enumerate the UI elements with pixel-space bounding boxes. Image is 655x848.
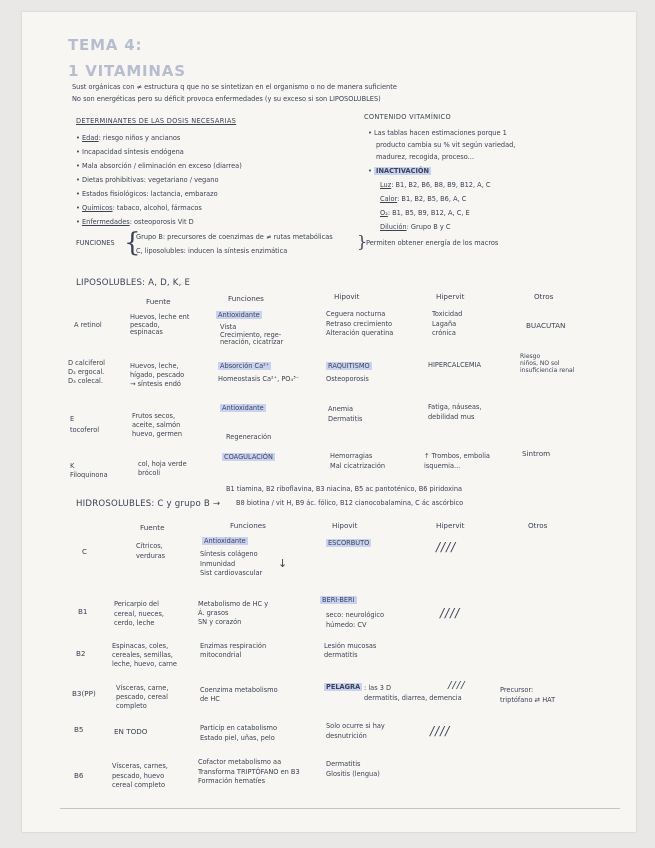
funciones-cell: Particip en catabolismo Estado piel, uñas, pelo	[200, 724, 277, 742]
fuente-cell: Cítricos, verduras	[136, 542, 166, 560]
hipervit-cell: ////	[448, 680, 466, 691]
hipovit-cell: Lesión mucosas dermatitis	[324, 642, 377, 660]
list-item-text: : riesgo niños y ancianos	[98, 134, 181, 142]
fuente-cell: Pericarpio del cereal, nueces, cerdo, leche	[114, 600, 164, 628]
hipovit-cell: Anemia Dermatitis	[328, 405, 363, 423]
tema-heading: TEMA 4:	[68, 36, 143, 54]
vitamin-name: A retinol	[74, 321, 102, 329]
liposolubles-heading: LIPOSOLUBLES: A, D, K, E	[76, 278, 191, 288]
highlight-text: ESCORBUTO	[328, 539, 370, 547]
list-item: • Mala absorción / eliminación en exceso (diarrea)	[76, 162, 242, 170]
list-item-text: Mala absorción / eliminación en exceso (diarrea)	[82, 162, 242, 170]
fuente-cell: Huevos, leche ent pescado, espinacas	[130, 313, 190, 337]
list-item: • Incapacidad síntesis endógena	[76, 148, 184, 156]
inactivacion-o2	[380, 210, 470, 218]
col-header: Otros	[534, 292, 554, 301]
list-item: • Edad: riesgo niños y ancianos	[76, 134, 181, 142]
fuente-cell: Vísceras, carnes, pescado, huevo cereal completo	[112, 762, 168, 790]
hipovit-cell: Dermatitis Glositis (lengua)	[326, 760, 380, 778]
grupo-b-line-2: B8 biotina / vit H, B9 ác. fólico, B12 cianocobalamina, C ác ascórbico	[236, 499, 464, 507]
highlight-text: Absorción Ca²⁺	[220, 362, 270, 370]
page-divider	[60, 808, 620, 809]
funciones-highlight	[218, 363, 271, 371]
intro-line-1: Sust orgánicas con ≠ estructura q que no se sintetizan en el organismo o no de manera suficiente	[72, 83, 397, 91]
dilucion-values: : Grupo B y C	[406, 223, 451, 231]
inactivacion-dilucion	[380, 224, 450, 232]
page-title: 1 VITAMINAS	[68, 62, 186, 80]
fuente-cell: Vísceras, carne, pescado, cereal completo	[116, 684, 169, 711]
contenido-line-1-text: Las tablas hacen estimaciones porque 1	[374, 129, 507, 137]
inactivacion-luz	[380, 182, 491, 190]
list-item-text: : osteoporosis Vit D	[129, 218, 194, 226]
hipovit-highlight	[326, 540, 371, 548]
determinantes-heading: DETERMINANTES DE LAS DOSIS NECESARIAS	[76, 117, 237, 125]
funciones-highlight	[216, 312, 262, 320]
luz-values: : B1, B2, B6, B8, B9, B12, A, C	[391, 181, 491, 189]
funciones-cell: Regeneración	[226, 433, 272, 441]
hipervit-cell: Toxicidad Lagaña crónica	[432, 310, 463, 338]
otros-cell: Precursor: triptófano ⇄ HAT	[500, 686, 556, 704]
funciones-line-2: C, liposolubles: inducen la síntesis enzimática	[136, 247, 288, 255]
funciones-cell: Coenzima metabolismo de HC	[200, 686, 278, 704]
hipervit-cell: ////	[430, 724, 451, 738]
hipervit-cell: HIPERCALCEMIA	[428, 361, 482, 369]
hipovit-cell: seco: neurológico húmedo: CV	[326, 611, 385, 629]
list-item: • Químicos: tabaco, alcohol, fármacos	[76, 204, 202, 212]
funciones-cell: Síntesis colágeno Inmunidad Sist cardiovascular	[200, 550, 263, 578]
o2-values: : B1, B5, B9, B12, A, C, E	[387, 209, 470, 217]
list-item-label: Químicos	[82, 204, 113, 212]
funciones-cell: Vista Crecimiento, rege- neración, cicatrizar	[220, 323, 284, 347]
highlight-text: RAQUITISMO	[328, 362, 370, 370]
col-header: Hipovit	[332, 521, 358, 530]
list-item-text: Incapacidad síntesis endógena	[82, 148, 184, 156]
funciones-cell: Enzimas respiración mitocondrial	[200, 642, 267, 660]
highlight-text: Antioxidante	[222, 404, 264, 412]
vitamin-name: C	[82, 547, 88, 556]
fuente-cell: Frutos secos, aceite, salmón huevo, germen	[132, 412, 183, 439]
list-item: • Enfermedades: osteoporosis Vit D	[76, 218, 194, 226]
grupo-b-line-1: B1 tiamina, B2 riboflavina, B3 niacina, B5 ac pantoténico, B6 piridoxina	[226, 485, 463, 493]
fuente-cell: Huevos, leche, hígado, pescado → síntesis endó	[130, 362, 185, 388]
col-header: Hipervit	[436, 292, 465, 301]
col-header: Hipervit	[436, 521, 465, 530]
contenido-heading: CONTENIDO VITAMÍNICO	[364, 113, 451, 121]
vitamin-name: K Filoquinona	[70, 462, 108, 480]
hipervit-cell: ////	[436, 540, 457, 554]
col-header: Fuente	[146, 297, 171, 306]
col-header: Fuente	[140, 523, 165, 532]
list-item-label: Edad	[82, 134, 99, 142]
fuente-cell: EN TODO	[114, 727, 148, 736]
vitamin-name: B3(PP)	[72, 689, 96, 698]
list-item: • Estados fisiológicos: lactancia, embarazo	[76, 190, 218, 198]
funciones-highlight	[202, 538, 248, 546]
list-item-text: Estados fisiológicos: lactancia, embarazo	[82, 190, 218, 198]
otros-cell: BUACUTAN	[526, 321, 566, 330]
hipovit-cell	[324, 684, 362, 692]
intro-line-2: No son energéticas pero su déficit provoca enfermedades (y su exceso si son LIPOSOLUBLES)	[72, 95, 381, 103]
hipovit-cell: Osteoporosis	[326, 375, 369, 383]
funciones-highlight	[220, 405, 266, 413]
hipovit-highlight	[326, 363, 372, 371]
vitamin-name: B6	[74, 771, 84, 780]
funciones-highlight	[222, 454, 275, 462]
otros-cell: Riesgo niños, NO sol insuficiencia renal	[520, 353, 575, 374]
vitamin-name: B5	[74, 725, 84, 734]
brace-icon: {	[124, 228, 141, 258]
inactivacion-calor	[380, 196, 466, 204]
fuente-cell: col, hoja verde brócoli	[138, 460, 187, 478]
col-header: Hipovit	[334, 292, 360, 301]
contenido-line-2: producto cambia su % vit según variedad,	[376, 141, 516, 149]
list-item: • Dietas prohibitivas: vegetariano / vegano	[76, 176, 219, 184]
vitamin-name: B1	[78, 607, 88, 616]
highlight-text: BERI-BERI	[322, 596, 355, 604]
dilucion-label: Dilución	[380, 223, 407, 231]
hidrosolubles-heading: HIDROSOLUBLES: C y grupo B →	[76, 499, 221, 509]
hipovit-cell: Solo ocurre si hay desnutrición	[326, 722, 385, 740]
calor-values: : B1, B2, B5, B6, A, C	[397, 195, 467, 203]
funciones-cell: Cofactor metabolismo aa Transforma TRIPTÓFANO en B3 Formación hematíes	[198, 758, 300, 786]
hipovit-text: : las 3 D dermatitis, diarrea, demencia	[364, 684, 462, 702]
luz-label: Luz	[380, 181, 392, 189]
list-item-text: Dietas prohibitivas: vegetariano / vegano	[82, 176, 219, 184]
col-header: Funciones	[228, 294, 264, 303]
contenido-line-3: madurez, recogida, proceso...	[376, 153, 474, 161]
fuente-cell: Espinacas, coles, cereales, semillas, leche, huevo, carne	[112, 642, 177, 669]
hipovit-cell: Hemorragias Mal cicatrización	[330, 452, 386, 470]
hipovit-cell: Ceguera nocturna Retraso crecimiento Alteración queratina	[326, 310, 394, 338]
list-item-label: Enfermedades	[82, 218, 130, 226]
funciones-right: Permiten obtener energía de los macros	[366, 239, 499, 247]
arrow-down-icon: ↓	[278, 557, 288, 570]
funciones-cell: Metabolismo de HC y Á. grasos SN y corazón	[198, 600, 269, 626]
inactivacion-highlight: INACTIVACIÓN	[376, 167, 430, 175]
funciones-cell: Homeostasis Ca²⁺, PO₄³⁻	[218, 375, 300, 383]
col-header: Funciones	[230, 521, 266, 530]
inactivacion-label: • INACTIVACIÓN	[368, 167, 430, 175]
hipovit-highlight	[320, 597, 357, 605]
hipervit-cell: Fatiga, náuseas, debilidad mus	[428, 403, 482, 421]
vitamin-name: E tocoferol	[70, 415, 100, 434]
funciones-line-1: Grupo B: precursores de coenzimas de ≠ rutas metabólicas	[136, 233, 333, 241]
calor-label: Calor	[380, 195, 398, 203]
highlight-text: PELAGRA	[326, 683, 361, 691]
vitamin-name: B2	[76, 649, 86, 658]
brace-right-icon: }	[357, 232, 368, 251]
col-header: Otros	[528, 521, 548, 530]
o2-label: O₂	[380, 209, 388, 217]
hipervit-cell: ↑ Trombos, embolia isquemia...	[424, 452, 490, 470]
funciones-label: FUNCIONES	[76, 239, 115, 247]
highlight-text: Antioxidante	[218, 311, 260, 319]
otros-cell: Sintrom	[522, 449, 551, 458]
highlight-text: COAGULACIÓN	[224, 453, 273, 461]
highlight-text: Antioxidante	[204, 537, 246, 545]
contenido-line-1: • Las tablas hacen estimaciones porque 1	[368, 129, 507, 137]
vitamin-name: D calciferol D₂ ergocal. D₃ colecal.	[68, 359, 105, 385]
hipervit-cell: ////	[440, 606, 461, 620]
list-item-text: : tabaco, alcohol, fármacos	[112, 204, 202, 212]
